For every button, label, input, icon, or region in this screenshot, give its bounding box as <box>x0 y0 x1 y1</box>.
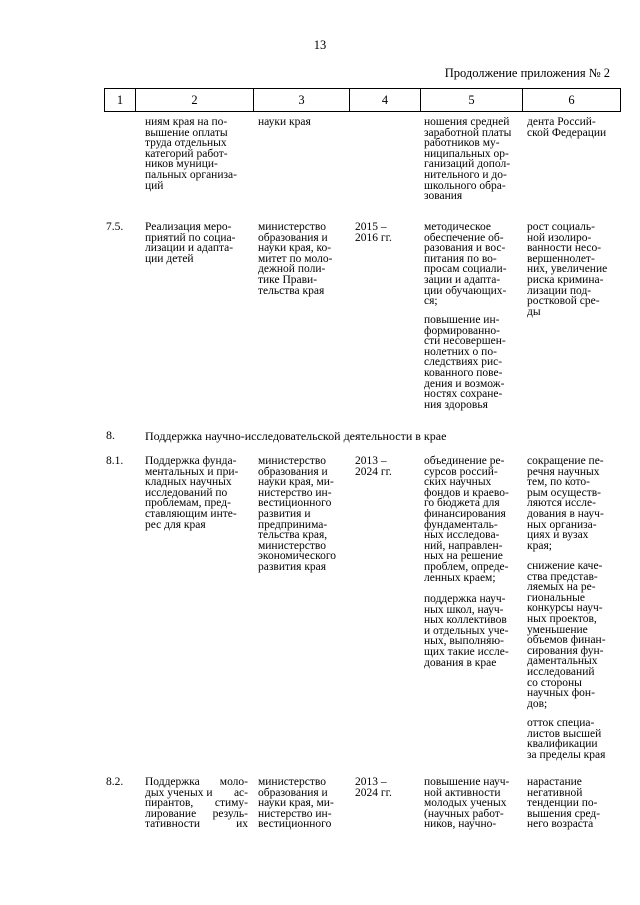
cell-line: Поддержка фунда- <box>145 455 237 467</box>
row-number-8-2: 8.2. <box>106 776 124 788</box>
cell-line: работников му- <box>424 137 500 150</box>
cell-line: нистерство ин- <box>258 807 332 820</box>
cell-line: формированно- <box>424 324 500 337</box>
cell-line: 2015 – <box>355 221 387 233</box>
table-header-row <box>104 88 621 112</box>
cell-line: повышение ин- <box>424 314 500 326</box>
row-7-5-col6 <box>527 222 625 317</box>
cell-line: исследований по <box>145 486 228 499</box>
cell-line: ных школ, науч- <box>424 603 504 616</box>
cell-word: ас- <box>233 786 248 799</box>
header-col-1: 1 <box>116 93 124 107</box>
cell-line: ной изолиро- <box>527 231 592 244</box>
cell-line: конкурсы науч- <box>527 602 603 615</box>
cell-line: разования и вос- <box>424 242 506 255</box>
cell-line: лизации и адапта- <box>145 242 234 255</box>
cell-line <box>145 819 248 830</box>
cell-line: науки края <box>258 116 311 128</box>
cell-line: ся; <box>424 295 438 308</box>
cell-line: образования и <box>258 231 328 244</box>
cell-line: объединение ре- <box>424 455 505 467</box>
cell-line: ностях сохране- <box>424 388 503 401</box>
cell-line: митет по моло- <box>258 252 333 265</box>
cell-line: ленных краем; <box>424 571 496 584</box>
cell-line: тельства края, <box>258 529 328 542</box>
cell-line: проблемам, пред- <box>145 497 231 510</box>
cell-line: министерство <box>258 455 326 467</box>
cell-line: дения и возмож- <box>424 377 505 390</box>
cell-line: следствиях рис- <box>424 356 503 369</box>
cell-line: тем, по кото- <box>527 476 590 489</box>
cell-line: дента Россий- <box>527 116 596 128</box>
cell-line: риска кримина- <box>527 273 604 286</box>
cell-line: него возраста <box>527 818 594 831</box>
cell-line: ния здоровья <box>424 398 488 411</box>
cell-line: сокращение пе- <box>527 455 604 467</box>
cell-line: министерство <box>258 776 326 788</box>
cell-line: поддержка науч- <box>424 593 506 605</box>
cell-line: рост социаль- <box>527 221 595 233</box>
cell-line: квалификации <box>527 738 598 751</box>
cell-line: просам социали- <box>424 263 507 276</box>
cell-line: объемов финан- <box>527 634 606 647</box>
cell-line: зования <box>424 190 463 203</box>
cell-line: нительного и до- <box>424 168 507 181</box>
cell-line: кованного пове- <box>424 366 503 379</box>
cell-line: тике Прави- <box>258 273 318 286</box>
cell-line: за пределы края <box>527 748 606 761</box>
cont-row-col5 <box>424 117 522 202</box>
cell-line: пальных организа- <box>145 168 237 181</box>
cell-line: молодых ученых <box>424 797 507 810</box>
cell-line: экономического <box>258 550 337 563</box>
cell-line: методическое <box>424 221 491 233</box>
cell-line: развития и <box>258 507 311 520</box>
row-7-5-col3 <box>258 222 350 296</box>
cell-line: ной активности <box>424 786 501 799</box>
cell-word: лирование <box>145 807 197 820</box>
row-8-1-col3 <box>258 456 350 573</box>
row-8-1-col2 <box>145 456 257 530</box>
row-8-2-col4 <box>355 777 419 798</box>
cell-word: их <box>236 818 248 831</box>
cell-line: го бюджета для <box>424 497 500 510</box>
cell-line: рес для края <box>145 518 206 531</box>
cell-line: ниям края на по- <box>145 116 228 128</box>
cell-line: ды <box>527 305 541 318</box>
cell-line: края; <box>527 539 552 552</box>
cell-line: 2013 – <box>355 455 387 467</box>
cell-line: ских научных <box>424 476 492 489</box>
section-number-8: 8. <box>106 428 115 442</box>
cell-line: научных фон- <box>527 687 595 700</box>
cell-line: ных коллективов <box>424 614 507 627</box>
cell-line: науки края, ми- <box>258 797 334 810</box>
cell-line: тельства края <box>258 284 325 297</box>
cell-line: фундаменталь- <box>424 518 498 531</box>
header-col-5: 5 <box>420 89 522 111</box>
cell-line: развития края <box>258 560 327 573</box>
cell-line: вестиционного <box>258 818 332 831</box>
cell-word: Поддержка <box>145 776 200 788</box>
row-8-1-col6b <box>527 561 625 709</box>
cell-line: со стороны <box>527 676 582 689</box>
cell-line: зации и адапта- <box>424 273 501 286</box>
header-col-3: 3 <box>253 89 349 111</box>
cell-line: предпринима- <box>258 518 328 531</box>
cell-line: рым осуществ- <box>527 486 602 499</box>
cell-word: пирантов, <box>145 797 194 810</box>
cell-line: вестиционного <box>258 497 332 510</box>
cell-line: ции обучающих- <box>424 284 507 297</box>
cell-line: сурсов россий- <box>424 465 498 478</box>
cell-line: ской Федерации <box>527 126 607 139</box>
page-number: 13 <box>313 38 327 52</box>
cell-line: сти несовершен- <box>424 335 506 348</box>
cell-line: ванности несо- <box>527 242 602 255</box>
cell-line: ных, выполняю- <box>424 635 504 648</box>
cell-line: и отдельных уче- <box>424 624 509 637</box>
cell-line: труда отдельных <box>145 137 227 150</box>
cell-line: науки края, ко- <box>258 242 332 255</box>
header-col-6: 6 <box>522 89 620 111</box>
cell-word: дых ученых и <box>145 786 213 799</box>
cell-line: ростковой сре- <box>527 295 600 308</box>
cell-line: ных на решение <box>424 550 503 563</box>
cell-line: обеспечение об- <box>424 231 504 244</box>
row-7-5-col2 <box>145 222 257 264</box>
cell-line: щих такие иссле- <box>424 645 509 658</box>
cell-line: образования и <box>258 786 328 799</box>
cell-line: ных проектов, <box>527 612 597 625</box>
cell-line: 2013 – <box>355 776 387 788</box>
cell-line: ций <box>145 179 164 192</box>
cell-line: сирования фун- <box>527 644 604 657</box>
continuation-label: Продолжение приложения № 2 <box>444 66 610 80</box>
cell-line: фондов и краево- <box>424 486 509 499</box>
row-7-5-col5b <box>424 315 522 410</box>
cell-line: уменьшение <box>527 623 588 636</box>
cell-line: науки края, ми- <box>258 476 334 489</box>
header-col-4: 4 <box>349 89 420 111</box>
cell-line: дования в крае <box>424 656 497 669</box>
header-col-2: 2 <box>135 89 253 111</box>
row-8-1-col4 <box>355 456 419 477</box>
cell-line: ников, научно- <box>424 818 497 831</box>
cell-line: ции детей <box>145 252 194 265</box>
cell-line: ний, направлен- <box>424 539 503 552</box>
cell-line: ников муници- <box>145 158 218 171</box>
cell-line: даментальных <box>527 655 598 668</box>
cell-line: ношения средней <box>424 116 510 128</box>
row-number-8-1: 8.1. <box>106 455 124 467</box>
cell-line: снижение каче- <box>527 560 603 572</box>
cell-line: дов; <box>527 697 548 710</box>
cell-line: ментальных и при- <box>145 465 239 478</box>
cell-line: финансирования <box>424 507 506 520</box>
cell-line: негативной <box>527 786 583 799</box>
row-8-2-col5 <box>424 777 522 830</box>
cell-line: них, увеличение <box>527 263 608 276</box>
cell-line: дования в науч- <box>527 507 604 520</box>
cont-row-col3 <box>258 117 350 128</box>
row-number-7-5: 7.5. <box>106 221 124 233</box>
cell-line: проблем, опреде- <box>424 560 509 573</box>
row-8-2-col2 <box>145 777 248 830</box>
cell-line: вышения сред- <box>527 807 601 820</box>
cell-line: дежной поли- <box>258 263 326 276</box>
cell-line: ства представ- <box>527 570 598 583</box>
cell-line: заработной платы <box>424 126 512 139</box>
cell-line: 2024 гг. <box>355 465 392 478</box>
row-8-2-col3 <box>258 777 350 830</box>
cell-line: исследований <box>527 665 595 678</box>
cell-line: тенденции по- <box>527 797 598 810</box>
cell-line: образования и <box>258 465 328 478</box>
row-8-1-col6c <box>527 718 625 760</box>
cell-word: моло- <box>219 776 248 788</box>
row-7-5-col4 <box>355 222 419 243</box>
cell-line: нолетних о по- <box>424 345 497 358</box>
cell-line: лизации под- <box>527 284 592 297</box>
cell-line: ляемых на ре- <box>527 581 596 594</box>
cell-line: 2024 гг. <box>355 786 392 799</box>
cell-line: гиональные <box>527 591 585 604</box>
row-8-1-col5a <box>424 456 522 583</box>
cell-line: отток специа- <box>527 717 595 729</box>
cell-line: вершеннолет- <box>527 252 595 265</box>
cell-line: листов высшей <box>527 727 602 740</box>
cell-line: нарастание <box>527 776 582 788</box>
cell-line: циях и вузах <box>527 529 589 542</box>
cell-line: ляются иссле- <box>527 497 596 510</box>
cell-line: министерство <box>258 221 326 233</box>
cell-word: тативности <box>145 818 201 831</box>
cell-line: приятий по социа- <box>145 231 236 244</box>
section-8-title: Поддержка научно-исследовательской деятельности в крае <box>145 429 447 443</box>
cell-line: категорий работ- <box>145 147 228 160</box>
cell-line: школьного обра- <box>424 179 506 192</box>
cell-line: речня научных <box>527 465 600 478</box>
cell-word: резуль- <box>212 807 248 820</box>
cell-line: повышение науч- <box>424 776 510 788</box>
cell-line: (научных работ- <box>424 807 504 820</box>
row-7-5-col5a <box>424 222 522 307</box>
cell-line: министерство <box>258 539 326 552</box>
row-8-2-col6 <box>527 777 625 830</box>
cell-line: ных организа- <box>527 518 597 531</box>
row-8-1-col6a <box>527 456 625 551</box>
cell-line: ставляющим инте- <box>145 507 237 520</box>
cell-line: кладных научных <box>145 476 232 489</box>
cell-line: 2016 гг. <box>355 231 392 244</box>
cell-line: Реализация меро- <box>145 221 232 233</box>
row-8-1-col5b <box>424 594 522 668</box>
cell-line: ганизаций допол- <box>424 158 511 171</box>
cell-line <box>145 777 248 788</box>
cell-line: ниципальных ор- <box>424 147 509 160</box>
cell-line: нистерство ин- <box>258 486 332 499</box>
cell-word: стиму- <box>214 797 248 810</box>
cell-line: ных исследова- <box>424 529 500 542</box>
cont-row-col2 <box>145 117 257 191</box>
cont-row-col6 <box>527 117 625 138</box>
cell-line: питания по во- <box>424 252 497 265</box>
cell-line: вышение оплаты <box>145 126 228 139</box>
